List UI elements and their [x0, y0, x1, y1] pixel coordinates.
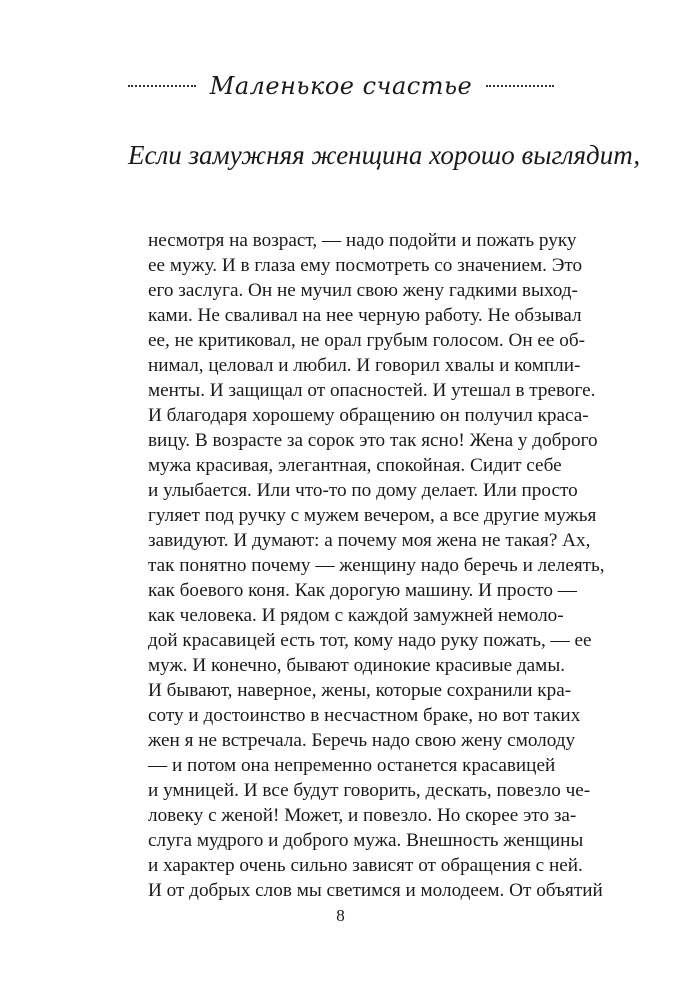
text-line: И от добрых слов мы светимся и молодеем. От объятий — [148, 880, 603, 901]
text-line: завидуют. И думают: а почему моя жена не такая? Ах, — [148, 530, 591, 551]
text-line: И благодаря хорошему обращению он получил краса- — [148, 405, 589, 426]
text-line: и улыбается. Или что-то по дому делает. Или просто — [148, 480, 578, 501]
text-line: нимал, целовал и любил. И говорил хвалы и компли- — [148, 355, 581, 376]
text-line: и умницей. И все будут говорить, дескать, повезло че- — [148, 780, 591, 801]
text-line: муж. И конечно, бывают одинокие красивые дамы. — [148, 655, 566, 676]
text-line: и характер очень сильно зависят от обращения с ней. — [148, 855, 583, 876]
chapter-heading: Если замужняя женщина хорошо выглядит, — [128, 140, 641, 170]
text-line: соту и достоинство в несчастном браке, но вот таких — [148, 705, 581, 726]
text-line: несмотря на возраст, — надо подойти и пожать руку — [148, 230, 577, 251]
text-line: ее мужу. И в глаза ему посмотреть со значением. Это — [148, 255, 583, 276]
text-line: как человека. И рядом с каждой замужней немоло- — [148, 605, 564, 626]
text-line: И бывают, наверное, жены, которые сохранили кра- — [148, 680, 572, 701]
text-line: вицу. В возрасте за сорок это так ясно! Жена у доброго — [148, 430, 598, 451]
text-line: — и потом она непременно останется красавицей — [148, 755, 556, 776]
body-text — [148, 228, 605, 903]
header-rule-left — [128, 85, 196, 87]
text-line: гуляет под ручку с мужем вечером, а все другие мужья — [148, 505, 597, 526]
running-title: Маленькое счастье — [209, 72, 473, 100]
text-line: ее, не критиковал, не орал грубым голосом. Он ее об- — [148, 330, 585, 351]
text-line: его заслуга. Он не мучил свою жену гадкими выход- — [148, 280, 578, 301]
text-line: дой красавицей есть тот, кому надо руку пожать, — ее — [148, 630, 592, 651]
page-number: 8 — [336, 906, 345, 925]
text-line: ловеку с женой! Может, и повезло. Но скорее это за- — [148, 805, 577, 826]
text-line: как боевого коня. Как дорогую машину. И просто — — [148, 580, 577, 601]
text-line: так понятно почему — женщину надо беречь и лелеять, — [148, 555, 605, 576]
text-line: менты. И защищал от опасностей. И утешал в тревоге. — [148, 380, 596, 401]
text-line: слуга мудрого и доброго мужа. Внешность женщины — [148, 830, 584, 851]
running-header — [128, 66, 554, 106]
header-rule-right — [486, 85, 554, 87]
text-line: мужа красивая, элегантная, спокойная. Сидит себе — [148, 455, 562, 476]
text-line: жен я не встречала. Беречь надо свою жену смолоду — [148, 730, 576, 751]
text-line: ками. Не сваливал на нее черную работу. Не обзывал — [148, 305, 582, 326]
